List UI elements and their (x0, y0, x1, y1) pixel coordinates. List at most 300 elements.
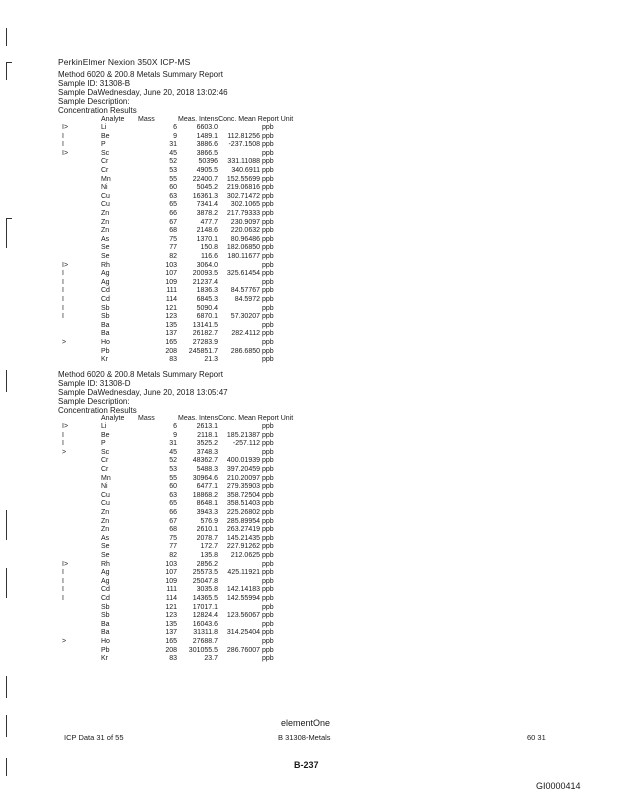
cell-intens: 48362.7 (192, 457, 218, 465)
cell-intens: 25047.8 (192, 577, 218, 585)
cell-mass: 82 (169, 253, 177, 260)
cell-conc: 142.14183 (226, 586, 260, 594)
cell-analyte: Li (101, 124, 107, 131)
cell-analyte: Be (101, 431, 110, 439)
cell-intens: 50396 (198, 158, 218, 166)
cell-conc: 182.06850 (226, 244, 260, 252)
cell-mass: 208 (165, 646, 177, 654)
cell-analyte: Se (101, 244, 110, 252)
cell-mass: 60 (169, 483, 177, 491)
cell-mass: 82 (169, 552, 177, 559)
cell-analyte: Ba (101, 629, 110, 637)
cell-intens: 3866.5 (196, 149, 218, 157)
cell-unit: ppb (262, 500, 274, 508)
cell-analyte: Cd (101, 287, 110, 295)
cell-mark: I> (62, 560, 69, 568)
cell-mass: 9 (173, 132, 177, 140)
cell-analyte: P (101, 141, 106, 149)
cell-analyte: Be (101, 132, 110, 140)
cell-mass: 75 (169, 235, 177, 243)
cell-unit: ppb (262, 296, 274, 303)
cell-conc: 285.89954 (226, 517, 260, 525)
cell-unit: ppb (262, 431, 274, 439)
cell-conc: 302.71472 (226, 192, 260, 200)
cell-intens: 6845.3 (196, 296, 218, 303)
cell-intens: 25573.5 (192, 569, 218, 577)
cell-analyte: Sc (101, 149, 110, 157)
cell-unit: ppb (262, 517, 274, 525)
cell-conc: 314.25404 (226, 629, 260, 637)
cell-mass: 52 (169, 158, 177, 166)
cell-conc: 400.01939 (226, 457, 260, 465)
cell-intens: 5045.2 (196, 184, 218, 192)
cell-unit: ppb (262, 552, 274, 559)
cell-analyte: Cd (101, 595, 110, 602)
cell-analyte: Se (101, 253, 110, 260)
cell-intens: 20093.5 (192, 270, 218, 278)
cell-unit: ppb (262, 655, 274, 663)
cell-intens: 14365.5 (192, 595, 218, 602)
cell-mass: 77 (169, 543, 177, 551)
col-analyte-2: Analyte (101, 415, 125, 422)
cell-analyte: Sc (101, 448, 110, 456)
cell-intens: 22400.7 (192, 175, 218, 183)
cell-unit: ppb (262, 124, 274, 131)
cell-analyte: Zn (101, 509, 110, 516)
cell-analyte: Cr (101, 167, 109, 174)
col-meas-2: Meas. IntensConc. Mean Report Unit (178, 415, 294, 422)
cell-mass: 137 (165, 629, 177, 637)
cell-mark: I (62, 304, 64, 312)
cell-mass: 9 (173, 431, 177, 439)
cell-conc: 84.5972 (234, 296, 260, 303)
cell-analyte: Ag (101, 278, 110, 286)
results-table-1 (0, 124, 618, 364)
cell-analyte: Ba (101, 330, 110, 338)
sample-id-1: Sample ID: 31308-B (58, 79, 131, 88)
cell-intens: 1836.3 (196, 287, 218, 295)
cell-mass: 165 (165, 339, 177, 346)
cell-intens: 3748.3 (196, 448, 218, 456)
cell-analyte: Cu (101, 192, 110, 200)
cell-unit: ppb (262, 218, 274, 226)
cell-intens: 23.7 (204, 655, 218, 663)
cell-unit: ppb (262, 603, 274, 611)
cell-mass: 103 (165, 560, 177, 568)
cell-analyte: Ag (101, 270, 110, 278)
cell-unit: ppb (262, 313, 274, 321)
cell-mass: 123 (165, 612, 177, 620)
cell-conc: -237.1508 (228, 141, 260, 149)
cell-mass: 6 (173, 423, 177, 430)
cell-intens: 3886.6 (196, 141, 218, 149)
cell-mass: 66 (169, 509, 177, 516)
cell-mass: 83 (169, 655, 177, 663)
cell-analyte: Sb (101, 603, 110, 611)
cell-intens: 26182.7 (192, 330, 218, 338)
cell-mass: 55 (169, 474, 177, 482)
cell-intens: 2610.1 (196, 526, 218, 534)
cell-unit: ppb (262, 526, 274, 534)
cell-analyte: Pb (101, 646, 110, 654)
cell-intens: 31311.8 (193, 629, 218, 637)
sample-description-1: Sample Description: (58, 97, 130, 106)
cell-mass: 135 (165, 321, 177, 329)
col-mass-2: Mass (138, 415, 155, 422)
cell-mass: 103 (165, 261, 177, 269)
cell-mass: 109 (165, 577, 177, 585)
cell-mass: 68 (169, 227, 177, 235)
cell-intens: 21237.4 (192, 278, 218, 286)
cell-unit: ppb (262, 261, 274, 269)
cell-intens: 301055.5 (188, 646, 218, 654)
cell-analyte: Zn (101, 218, 110, 226)
cell-mass: 52 (169, 457, 177, 465)
cell-conc: 220.0632 (230, 227, 260, 235)
cell-analyte: Se (101, 543, 110, 551)
cell-conc: 282.4112 (231, 330, 260, 338)
sample-description-2: Sample Description: (58, 397, 130, 406)
cell-mass: 6 (173, 124, 177, 131)
cell-unit: ppb (262, 192, 274, 200)
cell-conc: 145.21435 (226, 534, 260, 542)
cell-mark: I (62, 431, 64, 439)
cell-mark: I> (62, 124, 69, 131)
cell-mass: 121 (165, 603, 177, 611)
cell-unit: ppb (262, 629, 274, 637)
col-analyte-1: Analyte (101, 116, 125, 123)
cell-unit: ppb (262, 278, 274, 286)
results-table-2 (0, 423, 618, 673)
cell-intens: 245851.7 (188, 347, 218, 355)
cell-intens: 150.8 (200, 244, 218, 252)
cell-unit: ppb (262, 175, 274, 183)
cell-mass: 31 (169, 141, 177, 149)
cell-conc: 57.30207 (230, 313, 260, 321)
cell-unit: ppb (262, 253, 274, 260)
cell-mass: 45 (169, 149, 177, 157)
cell-unit: ppb (262, 158, 274, 166)
cell-unit: ppb (262, 560, 274, 568)
cell-mass: 165 (165, 638, 177, 645)
cell-mass: 55 (169, 175, 177, 183)
cell-intens: 12824.4 (192, 612, 218, 620)
cell-mark: I (62, 440, 64, 448)
cell-intens: 576.9 (200, 517, 218, 525)
cell-analyte: Ag (101, 569, 110, 577)
cell-intens: 30964.6 (192, 474, 218, 482)
cell-conc: 397.20459 (226, 466, 260, 473)
cell-mark: I (62, 586, 64, 594)
cell-intens: 18868.2 (192, 491, 218, 499)
cell-mark: I (62, 577, 64, 585)
cell-analyte: P (101, 440, 106, 448)
cell-intens: 172.7 (200, 543, 218, 551)
cell-mass: 123 (165, 313, 177, 321)
cell-intens: 2613.1 (196, 423, 218, 430)
cell-unit: ppb (262, 287, 274, 295)
cell-mark: I> (62, 149, 69, 157)
cell-conc: 180.11677 (227, 253, 260, 260)
cell-conc: 210.20097 (226, 474, 260, 482)
cell-conc: 123.56067 (226, 612, 260, 620)
margin-mark (6, 28, 7, 46)
cell-mass: 65 (169, 500, 177, 508)
cell-intens: 13141.5 (192, 321, 218, 329)
cell-unit: ppb (262, 646, 274, 654)
cell-analyte: Se (101, 552, 110, 559)
cell-unit: ppb (262, 356, 274, 364)
cell-conc: 325.61454 (226, 270, 260, 278)
cell-analyte: Cd (101, 296, 110, 303)
cell-intens: 2078.7 (196, 534, 218, 542)
cell-unit: ppb (262, 149, 274, 157)
cell-analyte: Cd (101, 586, 110, 594)
results-label-1: Concentration Results (58, 106, 137, 115)
cell-mass: 31 (169, 440, 177, 448)
cell-conc: 219.06816 (226, 184, 260, 192)
cell-intens: 16043.6 (192, 620, 218, 628)
cell-mark: I (62, 278, 64, 286)
cell-mass: 67 (169, 517, 177, 525)
cell-conc: 425.11921 (227, 569, 260, 577)
cell-intens: 27688.7 (192, 638, 218, 645)
sample-id-2: Sample ID: 31308-D (58, 379, 131, 388)
cell-unit: ppb (262, 509, 274, 516)
cell-analyte: Sb (101, 304, 110, 312)
cell-unit: ppb (262, 440, 274, 448)
cell-mark: I (62, 595, 64, 602)
cell-unit: ppb (262, 586, 274, 594)
cell-mark: I (62, 313, 64, 321)
cell-analyte: Cu (101, 491, 110, 499)
cell-analyte: Mn (101, 175, 111, 183)
cell-mass: 107 (165, 569, 177, 577)
footer-right: 60 31 (527, 733, 546, 742)
cell-analyte: As (101, 534, 110, 542)
cell-analyte: Rh (101, 560, 110, 568)
cell-mark: I (62, 296, 64, 303)
page-number: B-237 (294, 760, 319, 770)
cell-mass: 68 (169, 526, 177, 534)
cell-analyte: Ho (101, 339, 110, 346)
sample-date-1: Sample DaWednesday, June 20, 2018 13:02:46 (58, 88, 228, 97)
cell-intens: 1370.1 (196, 235, 218, 243)
cell-intens: 3064.0 (196, 261, 218, 269)
cell-unit: ppb (262, 330, 274, 338)
cell-mark: I (62, 141, 64, 149)
cell-mass: 45 (169, 448, 177, 456)
cell-intens: 4905.5 (196, 167, 218, 174)
cell-mark: I (62, 287, 64, 295)
cell-mass: 121 (165, 304, 177, 312)
cell-unit: ppb (262, 423, 274, 430)
cell-analyte: Zn (101, 227, 110, 235)
cell-conc: 152.55699 (226, 175, 260, 183)
margin-mark (6, 715, 7, 737)
cell-unit: ppb (262, 543, 274, 551)
col-meas-1: Meas. IntensConc. Mean Report Unit (178, 116, 294, 123)
cell-mark: I (62, 569, 64, 577)
cell-mark: > (62, 638, 67, 645)
cell-analyte: Ni (101, 483, 108, 491)
cell-mass: 135 (165, 620, 177, 628)
cell-mass: 77 (169, 244, 177, 252)
cell-intens: 8648.1 (196, 500, 218, 508)
cell-analyte: Ho (101, 638, 110, 645)
footer-center: B 31308-Metals (278, 733, 331, 742)
cell-unit: ppb (262, 244, 274, 252)
cell-intens: 3878.2 (196, 210, 218, 217)
cell-conc: 263.27419 (226, 526, 260, 534)
cell-unit: ppb (262, 457, 274, 465)
cell-mark: I (62, 132, 64, 140)
cell-unit: ppb (262, 167, 274, 174)
cell-analyte: Cu (101, 500, 110, 508)
margin-mark (6, 370, 7, 392)
cell-intens: 2148.6 (196, 227, 218, 235)
cell-unit: ppb (262, 612, 274, 620)
cell-intens: 21.3 (204, 356, 218, 364)
cell-conc: 217.79333 (226, 210, 260, 217)
cell-unit: ppb (262, 210, 274, 217)
cell-intens: 6603.0 (196, 124, 218, 131)
cell-analyte: Ni (101, 184, 108, 192)
cell-intens: 17017.1 (192, 603, 218, 611)
cell-unit: ppb (262, 577, 274, 585)
margin-mark (6, 676, 7, 698)
cell-analyte: Cu (101, 201, 110, 209)
cell-analyte: Sb (101, 313, 110, 321)
sample-date-2: Sample DaWednesday, June 20, 2018 13:05:47 (58, 388, 228, 397)
cell-analyte: Cr (101, 457, 109, 465)
cell-mass: 53 (169, 167, 177, 174)
cell-intens: 477.7 (200, 218, 218, 226)
cell-mass: 75 (169, 534, 177, 542)
cell-mass: 111 (166, 287, 177, 295)
cell-unit: ppb (262, 227, 274, 235)
cell-conc: 279.35903 (226, 483, 260, 491)
cell-mass: 114 (165, 595, 177, 602)
cell-analyte: Ba (101, 321, 110, 329)
cell-conc: 80.96486 (230, 235, 260, 243)
document-id: GI0000414 (536, 781, 581, 791)
cell-analyte: Kr (101, 356, 108, 364)
cell-mass: 65 (169, 201, 177, 209)
cell-mass: 137 (165, 330, 177, 338)
cell-mass: 208 (165, 347, 177, 355)
instrument-title: PerkinElmer Nexion 350X ICP-MS (58, 57, 191, 67)
cell-mass: 67 (169, 218, 177, 226)
cell-mass: 111 (166, 586, 177, 594)
cell-analyte: Zn (101, 210, 110, 217)
cell-intens: 2118.1 (197, 431, 218, 439)
cell-analyte: Li (101, 423, 107, 430)
margin-mark (6, 758, 7, 776)
cell-conc: 142.55994 (226, 595, 260, 602)
cell-conc: 286.76007 (226, 646, 260, 654)
cell-conc: 286.6850 (230, 347, 260, 355)
cell-conc: 225.26802 (226, 509, 260, 516)
cell-unit: ppb (262, 347, 274, 355)
cell-unit: ppb (262, 235, 274, 243)
cell-intens: 2856.2 (196, 560, 218, 568)
cell-analyte: Zn (101, 526, 110, 534)
cell-unit: ppb (262, 534, 274, 542)
cell-conc: 230.9097 (230, 218, 260, 226)
cell-mark: I> (62, 423, 69, 430)
cell-unit: ppb (262, 141, 274, 149)
cell-conc: 358.51403 (226, 500, 260, 508)
cell-unit: ppb (262, 466, 274, 473)
cell-unit: ppb (262, 339, 274, 346)
cell-intens: 1489.1 (196, 132, 218, 140)
cell-analyte: Ag (101, 577, 110, 585)
method-title-2: Method 6020 & 200.8 Metals Summary Report (58, 370, 223, 379)
cell-conc: 185.21387 (226, 431, 260, 439)
cell-analyte: Kr (101, 655, 108, 663)
cell-intens: 135.8 (200, 552, 218, 559)
cell-analyte: Cr (101, 466, 109, 473)
cell-conc: 212.0625 (230, 552, 260, 559)
footer-left: ICP Data 31 of 55 (64, 733, 124, 742)
cell-unit: ppb (262, 474, 274, 482)
cell-unit: ppb (262, 201, 274, 209)
cell-intens: 7341.4 (196, 201, 218, 209)
cell-analyte: Mn (101, 474, 111, 482)
results-label-2: Concentration Results (58, 406, 137, 415)
cell-mass: 109 (165, 278, 177, 286)
cell-unit: ppb (262, 569, 274, 577)
cell-intens: 6870.1 (196, 313, 218, 321)
cell-conc: 302.1065 (230, 201, 260, 209)
cell-analyte: As (101, 235, 110, 243)
cell-analyte: Rh (101, 261, 110, 269)
cell-unit: ppb (262, 132, 274, 140)
cell-unit: ppb (262, 483, 274, 491)
cell-intens: 3943.3 (196, 509, 218, 516)
cell-mass: 114 (165, 296, 177, 303)
cell-mass: 63 (169, 192, 177, 200)
cell-intens: 5488.3 (196, 466, 218, 473)
cell-analyte: Cr (101, 158, 109, 166)
cell-mass: 66 (169, 210, 177, 217)
cell-unit: ppb (262, 184, 274, 192)
cell-mass: 83 (169, 356, 177, 364)
cell-analyte: Sb (101, 612, 110, 620)
cell-conc: 340.6911 (231, 167, 260, 174)
cell-conc: 331.11088 (227, 158, 260, 166)
cell-mass: 53 (169, 466, 177, 473)
cell-conc: 358.72504 (226, 491, 260, 499)
cell-unit: ppb (262, 595, 274, 602)
cell-unit: ppb (262, 448, 274, 456)
cell-intens: 3525.2 (196, 440, 218, 448)
cell-conc: 112.81256 (227, 132, 260, 140)
cell-conc: 227.91262 (226, 543, 260, 551)
cell-intens: 27283.9 (192, 339, 218, 346)
cell-unit: ppb (262, 270, 274, 278)
cell-mark: > (62, 448, 67, 456)
cell-conc: 84.57767 (230, 287, 260, 295)
cell-intens: 116.6 (201, 253, 218, 260)
cell-intens: 5090.4 (196, 304, 218, 312)
cell-conc: -257.112 (232, 440, 260, 448)
cell-unit: ppb (262, 321, 274, 329)
cell-mark: > (62, 339, 67, 346)
cell-unit: ppb (262, 304, 274, 312)
cell-analyte: Pb (101, 347, 110, 355)
